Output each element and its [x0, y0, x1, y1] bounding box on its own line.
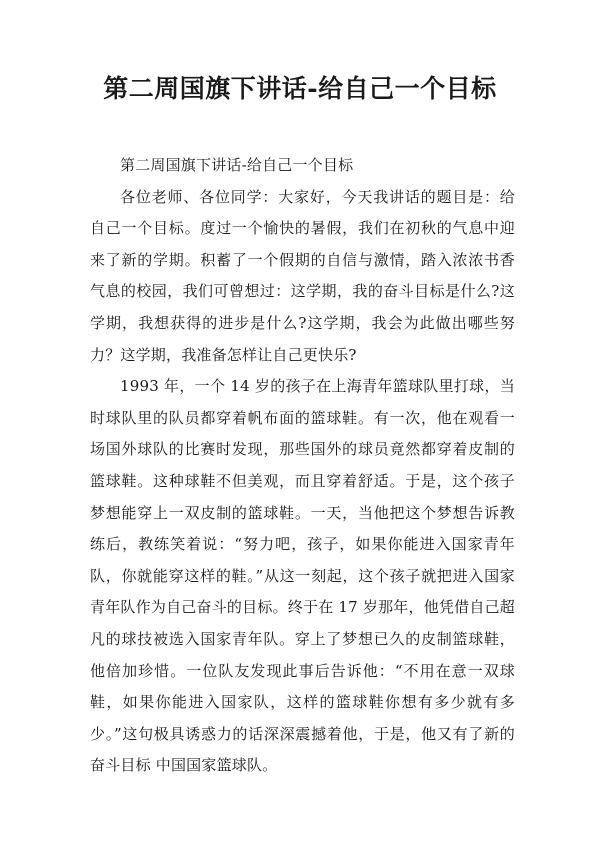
paragraph-greeting: 各位老师、各位同学：大家好，今天我讲话的题目是：给自己一个目标。度过一个愉快的暑假，我们在初秋的气息中迎来了新的学期。积蓄了一个假期的自信与激情，踏入浓浓书香气息的校园，我们可曾想过：这学期，我的奋斗目标是什么?这学期，我想获得的进步是什么?这学期，我会为此做出哪些努力？这学期，我准备怎样让自己更快乐?: [90, 187, 515, 364]
subtitle-paragraph: 第二周国旗下讲话-给自己一个目标: [120, 156, 354, 174]
page-title: 第二周国旗下讲话-给自己一个目标: [103, 74, 497, 103]
paragraph-story: 1993 年，一个 14 岁的孩子在上海青年篮球队里打球，当时球队里的队员都穿着帆布面的篮球鞋。有一次，他在观看一场国外球队的比赛时发现，那些国外的球员竟然都穿着皮制的篮球鞋。这种球鞋不但美观，而且穿着舒适。于是，这个孩子梦想能穿上一双皮制的篮球鞋。一天，当他把这个梦想告诉教练后，教练笑着说：“努力吧，孩子，如果你能进入国家青年队，你就能穿这样的鞋。”从这一刻起，这个孩子就把进入国家青年队作为自己奋斗的目标。终于在 17 岁那年，他凭借自己超凡的球技被选入国家青年队。穿上了梦想已久的皮制篮球鞋，他倍加珍惜。一位队友发现此事后告诉他：“不用在意一双球鞋，如果你能进入国家队，这样的篮球鞋你想有多少就有多少。”这句极具诱惑力的话深深震撼着他，于是，他又有了新的奋斗目标 中国国家篮球队。: [90, 377, 515, 775]
document-body: [90, 150, 515, 782]
